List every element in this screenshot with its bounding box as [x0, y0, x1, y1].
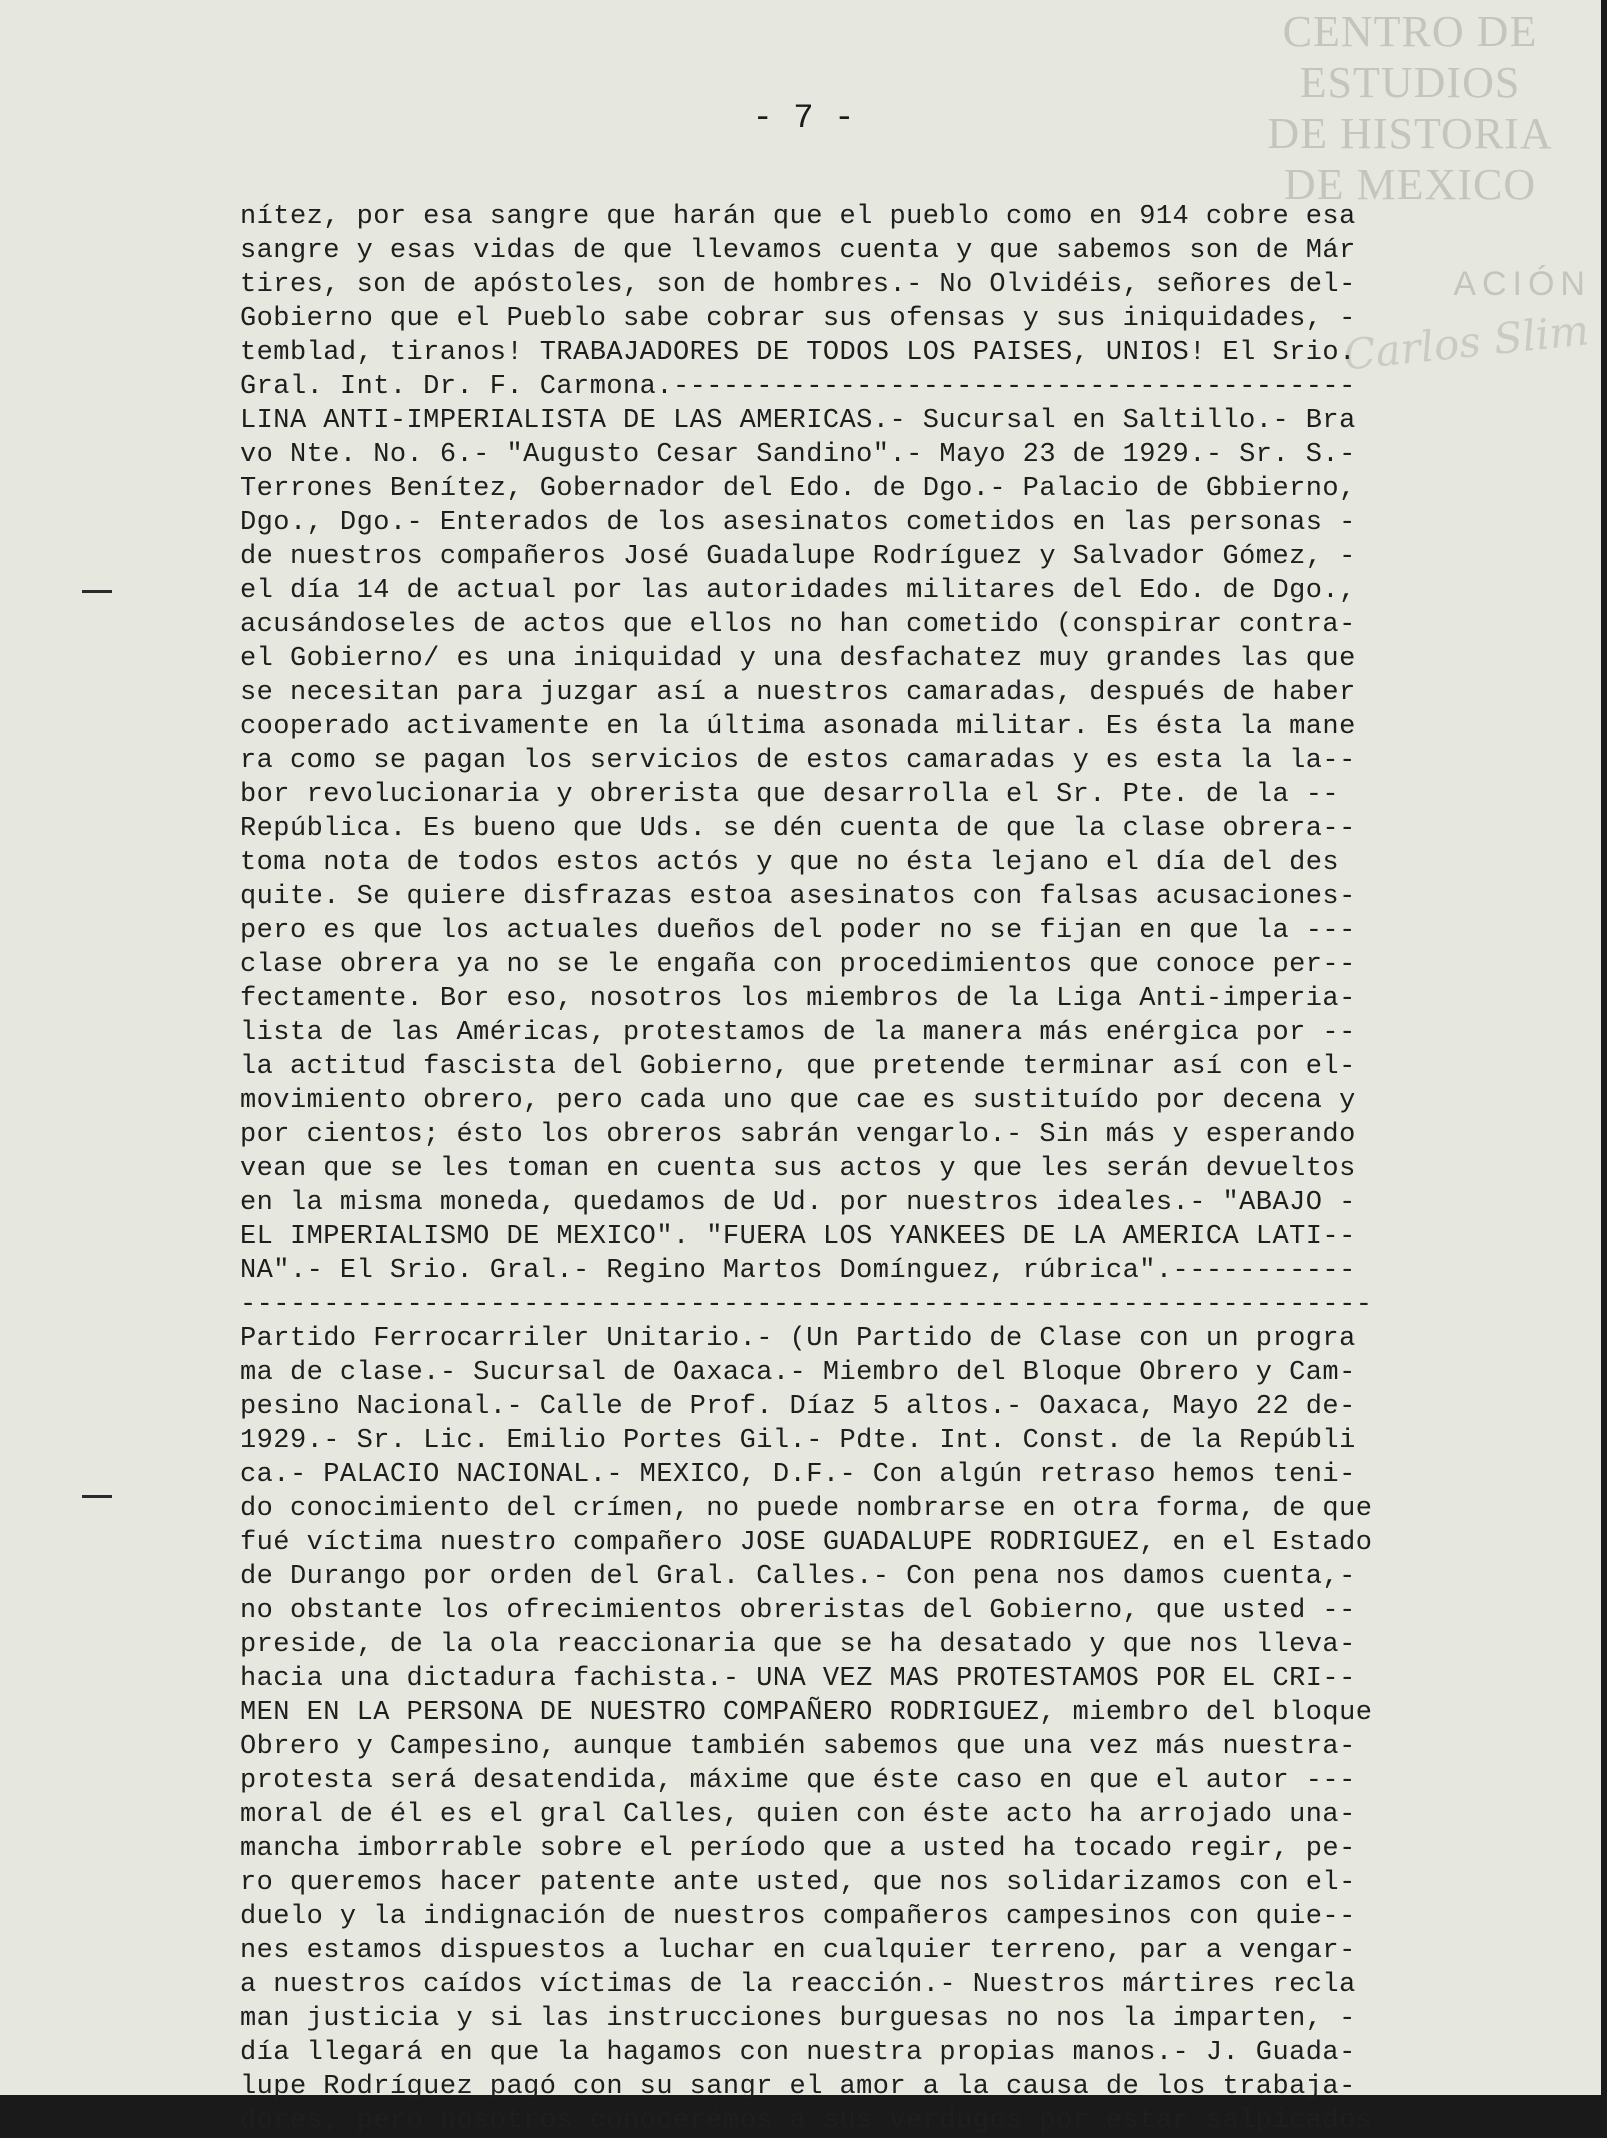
watermark-line: DE MEXICO: [1283, 160, 1537, 209]
text-line: LINA ANTI-IMPERIALISTA DE LAS AMERICAS.- Sucursal en Saltillo.- Bra: [240, 406, 1356, 436]
text-line: sangre y esas vidas de que llevamos cuenta y que sabemos son de Már: [240, 236, 1356, 266]
watermark-line: DE HISTORIA: [1267, 109, 1553, 158]
text-line: --------------------------------------------------------------------: [240, 1290, 1373, 1320]
text-line: ra como se pagan los servicios de estos camaradas y es esta la la--: [240, 746, 1356, 776]
text-line: temblad, tiranos! TRABAJADORES DE TODOS LOS PAISES, UNIOS! El Srio.: [240, 338, 1356, 368]
text-line: en la misma moneda, quedamos de Ud. por nuestros ideales.- "ABAJO -: [240, 1188, 1356, 1218]
text-line: nes estamos dispuestos a luchar en cualquier terreno, par a vengar-: [240, 1936, 1356, 1966]
text-line: de nuestros compañeros José Guadalupe Rodríguez y Salvador Gómez, -: [240, 542, 1356, 572]
text-line: moral de él es el gral Calles, quien con éste acto ha arrojado una-: [240, 1800, 1356, 1830]
text-line: no obstante los ofrecimientos obreristas del Gobierno, que usted --: [240, 1596, 1356, 1626]
watermark-line: CENTRO DE: [1282, 7, 1538, 56]
text-line: se necesitan para juzgar así a nuestros camaradas, después de haber: [240, 678, 1356, 708]
text-line: pesino Nacional.- Calle de Prof. Díaz 5 altos.- Oaxaca, Mayo 22 de-: [240, 1392, 1356, 1422]
text-line: ma de clase.- Sucursal de Oaxaca.- Miembro del Bloque Obrero y Cam-: [240, 1358, 1356, 1388]
text-line: toma nota de todos estos actós y que no ésta lejano el día del des: [240, 848, 1340, 878]
watermark-side-fragment: ACIÓN: [1453, 265, 1591, 303]
text-line: ca.- PALACIO NACIONAL.- MEXICO, D.F.- Con algún retraso hemos teni-: [240, 1460, 1356, 1490]
text-line: Partido Ferrocarriler Unitario.- (Un Partido de Clase con un progra: [240, 1324, 1356, 1354]
watermark-signature: Carlos Slim: [1340, 305, 1591, 380]
text-line: República. Es bueno que Uds. se dén cuenta de que la clase obrera--: [240, 814, 1356, 844]
text-line: día llegará en que la hagamos con nuestra propias manos.- J. Guada-: [240, 2038, 1356, 2068]
text-line: lupe Rodríguez pagó con su sangr el amor a la causa de los trabaja-: [240, 2072, 1356, 2102]
text-line: la actitud fascista del Gobierno, que pretende terminar así con el-: [240, 1052, 1356, 1082]
text-line: NA".- El Srio. Gral.- Regino Martos Domínguez, rúbrica".-----------: [240, 1256, 1356, 1286]
text-line: vean que se les toman en cuenta sus actos y que les serán devueltos: [240, 1154, 1356, 1184]
text-line: Obrero y Campesino, aunque también sabemos que una vez más nuestra-: [240, 1732, 1356, 1762]
text-line: tires, son de apóstoles, son de hombres.- No Olvidéis, señores del-: [240, 270, 1356, 300]
text-line: el día 14 de actual por las autoridades militares del Edo. de Dgo.,: [240, 576, 1356, 606]
text-line: Dgo., Dgo.- Enterados de los asesinatos cometidos en las personas -: [240, 508, 1356, 538]
text-line: movimiento obrero, pero cada uno que cae es sustituído por decena y: [240, 1086, 1356, 1116]
text-line: do conocimiento del crímen, no puede nombrarse en otra forma, de que: [240, 1494, 1373, 1524]
text-line: Terrones Benítez, Gobernador del Edo. de Dgo.- Palacio de Gbbierno,: [240, 474, 1356, 504]
text-line: dores, pero nosotros conocerémos a sus verdugos por estar salpicados: [240, 2106, 1373, 2136]
text-line: 1929.- Sr. Lic. Emilio Portes Gil.- Pdte. Int. Const. de la Repúbli: [240, 1426, 1356, 1456]
watermark-line: ESTUDIOS: [1299, 58, 1521, 107]
text-line: nítez, por esa sangre que harán que el pueblo como en 914 cobre esa: [240, 202, 1356, 232]
text-line: MEN EN LA PERSONA DE NUESTRO COMPAÑERO RODRIGUEZ, miembro del bloque: [240, 1698, 1373, 1728]
text-line: por cientos; ésto los obreros sabrán vengarlo.- Sin más y esperando: [240, 1120, 1356, 1150]
text-line: quite. Se quiere disfrazas estoa asesinatos con falsas acusaciones-: [240, 882, 1356, 912]
margin-mark: [82, 1495, 112, 1498]
text-line: EL IMPERIALISMO DE MEXICO". "FUERA LOS YANKEES DE LA AMERICA LATI--: [240, 1222, 1356, 1252]
text-line: man justicia y si las instrucciones burguesas no nos la imparten, -: [240, 2004, 1356, 2034]
text-line: preside, de la ola reaccionaria que se ha desatado y que nos lleva-: [240, 1630, 1356, 1660]
text-line: lista de las Américas, protestamos de la manera más enérgica por --: [240, 1018, 1356, 1048]
text-line: protesta será desatendida, máxime que éste caso en que el autor ---: [240, 1766, 1356, 1796]
text-line: ro queremos hacer patente ante usted, que nos solidarizamos con el-: [240, 1868, 1356, 1898]
text-line: el Gobierno/ es una iniquidad y una desfachatez muy grandes las que: [240, 644, 1356, 674]
page-number: - 7 -: [752, 100, 855, 138]
text-line: a nuestros caídos víctimas de la reacción.- Nuestros mártires recla: [240, 1970, 1356, 2000]
text-line: fué víctima nuestro compañero JOSE GUADALUPE RODRIGUEZ, en el Estado: [240, 1528, 1373, 1558]
text-line: bor revolucionaria y obrerista que desarrolla el Sr. Pte. de la --: [240, 780, 1340, 810]
text-line: fectamente. Bor eso, nosotros los miembros de la Liga Anti-imperia-: [240, 984, 1356, 1014]
text-line: mancha imborrable sobre el período que a usted ha tocado regir, pe-: [240, 1834, 1356, 1864]
text-line: clase obrera ya no se le engaña con procedimientos que conoce per--: [240, 950, 1356, 980]
text-line: vo Nte. No. 6.- "Augusto Cesar Sandino".- Mayo 23 de 1929.- Sr. S.-: [240, 440, 1356, 470]
text-line: hacia una dictadura fachista.- UNA VEZ MAS PROTESTAMOS POR EL CRI--: [240, 1664, 1356, 1694]
text-line: Gral. Int. Dr. F. Carmona.-----------------------------------------: [240, 372, 1356, 402]
text-line: Gobierno que el Pueblo sabe cobrar sus ofensas y sus iniquidades, -: [240, 304, 1356, 334]
text-line: cooperado activamente en la última asonada militar. Es ésta la mane: [240, 712, 1356, 742]
text-line: de Durango por orden del Gral. Calles.- Con pena nos damos cuenta,-: [240, 1562, 1356, 1592]
text-line: acusándoseles de actos que ellos no han cometido (conspirar contra-: [240, 610, 1356, 640]
text-line: duelo y la indignación de nuestros compañeros campesinos con quie--: [240, 1902, 1356, 1932]
margin-mark: [82, 590, 112, 593]
text-line: pero es que los actuales dueños del poder no se fijan en que la ---: [240, 916, 1356, 946]
document-body: [240, 200, 1520, 2138]
